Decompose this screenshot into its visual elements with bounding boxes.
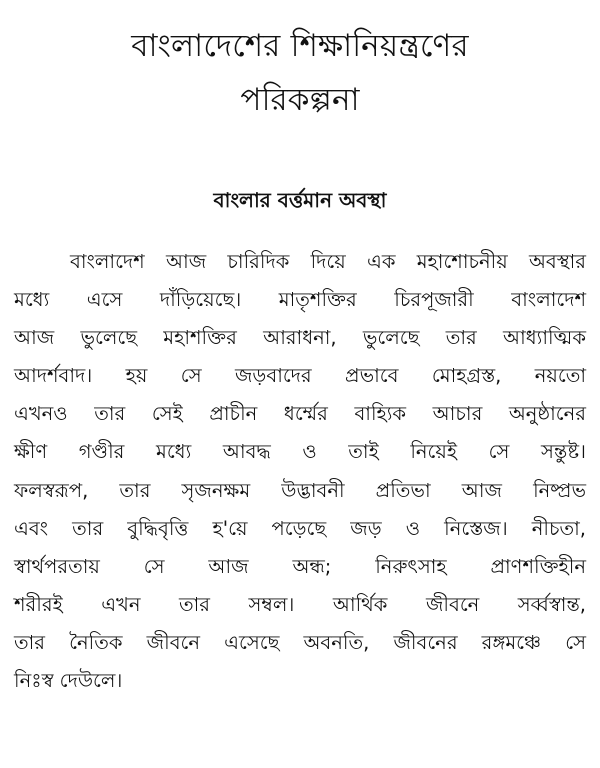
paragraph-line: আদর্শবাদ। হয় সে জড়বাদের প্রভাবে মোহগ্রস্ত, নয়তো [14,364,586,388]
paragraph-line: ক্ষীণ গণ্ডীর মধ্যে আবদ্ধ ও তাই নিয়েই সে সন্তুষ্ট। [14,440,586,464]
title-line-1: বাংলাদেশের শিক্ষানিয়ন্ত্রণের [131,28,469,64]
paragraph-line: ফলস্বরূপ, তার সৃজনক্ষম উদ্ভাবনী প্রতিভা আজ নিষ্প্রভ [14,478,586,502]
paragraph-line: নিঃস্ব দেউলে। [14,669,123,693]
paragraph [14,243,586,700]
title-line-2: পরিকল্পনা [240,82,360,118]
paragraph-line: আজ ভুলেছে মহাশক্তির আরাধনা, ভুলেছে তার আধ্যাত্মিক [14,326,586,350]
paragraph-line: স্বার্থপরতায় সে আজ অন্ধ; নিরুৎসাহ প্রাণশক্তিহীন [14,554,586,578]
paragraph-line: এখনও তার সেই প্রাচীন ধর্ম্মের বাহ্যিক আচার অনুষ্ঠানের [14,402,586,426]
paragraph-line: শরীরই এখন তার সম্বল। আর্থিক জীবনে সর্ব্বস্বান্ত, [14,592,586,616]
paragraph-line: মধ্যে এসে দাঁড়িয়েছে। মাতৃশক্তির চিরপূজারী বাংলাদেশ [14,288,586,312]
paragraph-line: বাংলাদেশ আজ চারিদিক দিয়ে এক মহাশোচনীয় অবস্থার [70,250,586,273]
paragraph-line: তার নৈতিক জীবনে এসেছে অবনতি, জীবনের রঙ্গমঞ্চে সে [14,630,586,654]
paragraph-line: এবং তার বুদ্ধিবৃত্তি হ'য়ে পড়েছে জড় ও নিস্তেজ। নীচতা, [14,516,586,540]
section-heading: বাংলার বর্ত্তমান অবস্থা [213,188,387,212]
